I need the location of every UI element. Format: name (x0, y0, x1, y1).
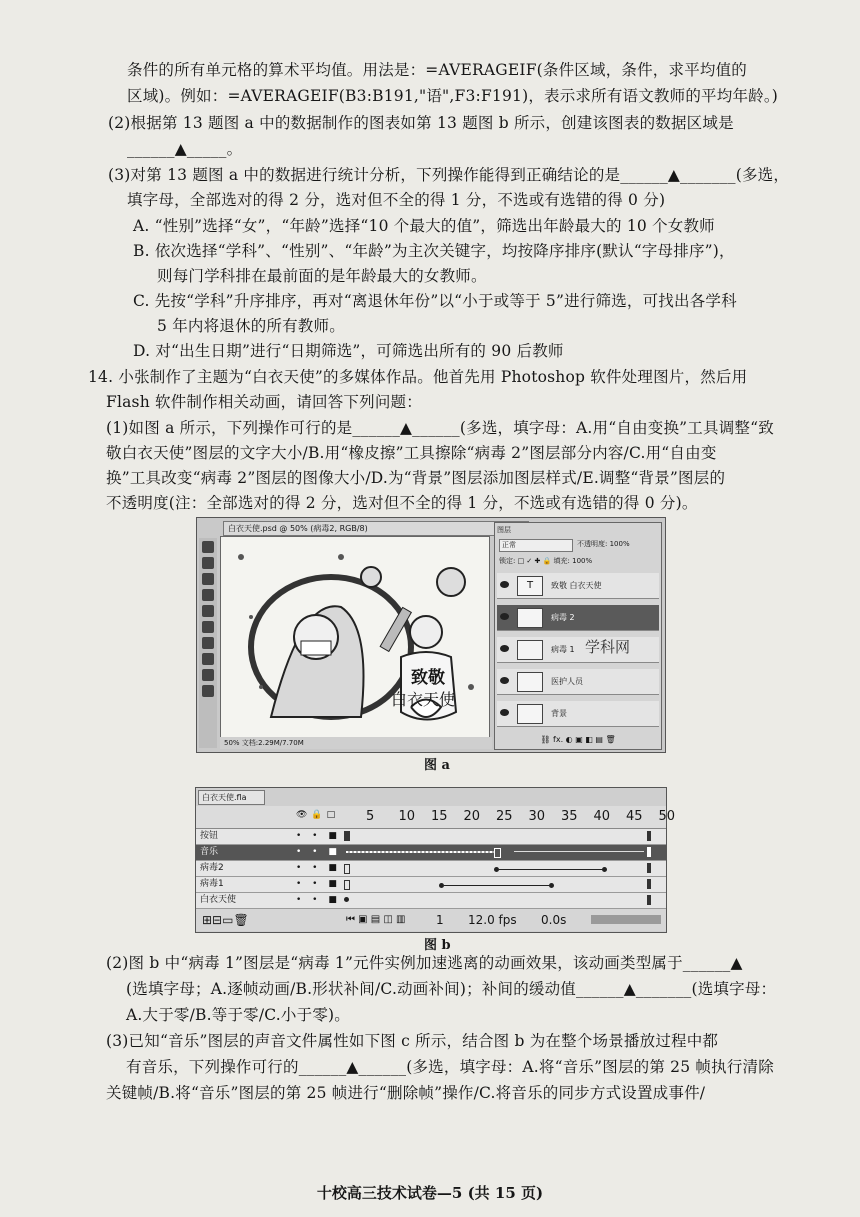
flash-timeline (195, 787, 676, 933)
layer-row[interactable] (497, 605, 659, 631)
onion-skin-icons[interactable]: ⏮ ▣ ▤ ◫ ▥ (346, 914, 406, 925)
timeline-layer-name: 病毒1 (200, 879, 224, 889)
text-line: Flash 软件制作相关动画，请回答下列问题： (106, 393, 422, 411)
layer-thumbnail: T (517, 576, 543, 596)
layer-visibility-icons[interactable]: • • ■ (296, 847, 341, 857)
timeline-layer-row[interactable] (196, 893, 666, 909)
frame-ruler[interactable] (196, 806, 676, 829)
frame-track[interactable] (344, 877, 666, 892)
blend-mode-select[interactable]: 正常 (499, 539, 573, 552)
eye-icon[interactable] (500, 645, 509, 652)
text-line: (1)如图 a 所示，下列操作可行的是______▲______(多选，填字母：A.用“自由变换”工具调整“致 (106, 419, 774, 437)
text-line: (3)已知“音乐”图层的声音文件属性如下图 c 所示，结合图 b 为在整个场景播放过程中都 (106, 1032, 719, 1050)
layer-name: 病毒 2 (551, 613, 575, 622)
text-line: 换”工具改变“病毒 2”图层的图像大小/D.为“背景”图层添加图层样式/E.调整“背景”图层的 (106, 469, 726, 487)
text-line: (2)根据第 13 题图 a 中的数据制作的图表如第 13 题图 b 所示，创建该图表的数据区域是 (108, 114, 734, 132)
eye-icon[interactable] (500, 581, 509, 588)
canvas-text-baiyitianshi: 白衣天使 (391, 690, 456, 709)
eye-icon[interactable] (500, 709, 509, 716)
document-tab[interactable]: 白衣天使.psd @ 50% (病毒2, RGB/8) (223, 521, 529, 536)
layer-row[interactable] (497, 701, 659, 727)
timeline-layer-row[interactable] (196, 829, 666, 845)
frame-number: 5 (366, 809, 375, 824)
frame-number: 15 (431, 809, 448, 824)
text-line: 14. 小张制作了主题为“白衣天使”的多媒体作品。他首先用 Photoshop 软件处理图片，然后用 (88, 368, 748, 386)
frame-number: 40 (593, 809, 611, 824)
text-line: A. “性别”选择“女”，“年龄”选择“10 个最大的值”，筛选出年龄最大的 10 个女教师 (133, 217, 715, 235)
scrollbar[interactable] (591, 915, 661, 924)
text-line: (3)对第 13 题图 a 中的数据进行统计分析，下列操作能得到正确结论的是______▲_______(多选， (108, 166, 790, 184)
text-line: C. 先按“学科”升序排序，再对“离退休年份”以“小于或等于 5”进行筛选，可找出各学科 (133, 292, 737, 310)
timeline-layer-name: 白衣天使 (200, 895, 237, 905)
layer-visibility-icons[interactable]: • • ■ (296, 895, 341, 905)
eye-icon[interactable] (500, 677, 509, 684)
layer-visibility-icons[interactable]: • • ■ (296, 831, 341, 841)
timeline-layer-row[interactable] (196, 861, 666, 877)
fla-tab[interactable]: 白衣天使.fla (198, 790, 265, 805)
layer-row[interactable] (497, 669, 659, 695)
text-line: 区域)。例如：=AVERAGEIF(B3:B191,"语",F3:F191)，表示求所有语文教师的平均年龄。) (127, 87, 779, 105)
frame-number: 30 (528, 809, 546, 824)
brush-tool-icon[interactable] (202, 605, 214, 617)
timeline-layer-name: 音乐 (200, 847, 219, 857)
frame-rate: 12.0 fps (468, 913, 517, 927)
watermark: 学科网 (585, 638, 631, 656)
frame-number: 35 (561, 809, 578, 824)
frame-track[interactable] (344, 829, 666, 844)
frame-number: 50 (658, 809, 676, 824)
canvas-text-zhijing: 致敬 (411, 668, 445, 688)
layer-name: 致敬 白衣天使 (551, 581, 602, 590)
text-line: 有音乐，下列操作可行的______▲______(多选，填字母：A.将“音乐”图层的第 25 帧执行清除 (126, 1058, 774, 1076)
layer-thumbnail (517, 704, 543, 724)
layer-buttons-icon[interactable]: ⊞⊟▭🗑 (202, 913, 249, 927)
layer-thumbnail (517, 640, 543, 660)
frame-number: 20 (463, 809, 481, 824)
figure-b-caption: 图 b (424, 938, 451, 953)
frame-number: 25 (496, 809, 513, 824)
layers-panel (494, 522, 662, 750)
frame-number: 10 (398, 809, 416, 824)
header-icons: 👁🔒□ (296, 810, 340, 820)
elapsed-time: 0.0s (541, 913, 567, 927)
text-tool-icon[interactable] (202, 685, 214, 697)
timeline-footer (196, 909, 666, 931)
eraser-tool-icon[interactable] (202, 637, 214, 649)
lasso-tool-icon[interactable] (202, 573, 214, 585)
text-line: 填字母，全部选对的得 2 分，选对但不全的得 1 分，不选或有选错的得 0 分) (127, 191, 666, 209)
canvas[interactable] (220, 536, 490, 738)
layer-name: 医护人员 (551, 677, 583, 686)
frame-track[interactable] (344, 861, 666, 876)
timeline-layer-row[interactable] (196, 845, 666, 861)
text-line: (选填字母；A.逐帧动画/B.形状补间/C.动画补间)；补间的缓动值______▲_______(选填字母： (126, 980, 777, 998)
text-line: (2)图 b 中“病毒 1”图层是“病毒 1”元件实例加速逃离的动画效果，该动画类型属于______▲ (106, 954, 743, 972)
layer-thumbnail (517, 672, 543, 692)
layer-name: 病毒 1 (551, 645, 575, 654)
current-frame: 1 (436, 913, 444, 927)
text-line: D. 对“出生日期”进行“日期筛选”，可筛选出所有的 90 后教师 (133, 342, 564, 360)
text-line: B. 依次选择“学科”、“性别”、“年龄”为主次关键字，均按降序排序(默认“字母排序”)， (133, 242, 735, 260)
layers-tab[interactable]: 图层 (497, 526, 511, 534)
text-line: 条件的所有单元格的算术平均值。用法是：=AVERAGEIF(条件区域，条件，求平均值的 (127, 61, 748, 79)
frame-track[interactable] (344, 845, 666, 860)
panel-footer-icons[interactable]: ⛓ fx. ◐ ▣ ◧ ▤ 🗑 (540, 735, 616, 744)
text-line: 5 年内将退休的所有教师。 (157, 317, 345, 335)
toolbox (199, 538, 217, 748)
lock-row[interactable]: 锁定: □ ✓ ✚ 🔒 填充: 100% (499, 557, 593, 565)
eye-icon[interactable] (500, 613, 509, 620)
marquee-tool-icon[interactable] (202, 557, 214, 569)
layer-visibility-icons[interactable]: • • ■ (296, 879, 341, 889)
stamp-tool-icon[interactable] (202, 621, 214, 633)
gradient-tool-icon[interactable] (202, 653, 214, 665)
page-footer: 十校高三技术试卷—5 (共 15 页) (316, 1184, 544, 1202)
text-line: ______▲_____。 (127, 140, 243, 158)
frame-number: 45 (626, 809, 643, 824)
crop-tool-icon[interactable] (202, 589, 214, 601)
frame-track[interactable] (344, 893, 666, 908)
layer-row[interactable] (497, 637, 659, 663)
move-tool-icon[interactable] (202, 541, 214, 553)
status-bar: 50% 文档:2.29M/7.70M (220, 737, 492, 749)
text-line: 则每门学科排在最前面的是年龄最大的女教师。 (157, 267, 487, 285)
text-line: 关键帧/B.将“音乐”图层的第 25 帧进行“删除帧”操作/C.将音乐的同步方式设置成事件/ (106, 1084, 706, 1102)
text-line: A.大于零/B.等于零/C.小于零)。 (126, 1006, 350, 1024)
opacity-field[interactable]: 不透明度: 100% (577, 540, 630, 548)
timeline-layer-name: 按钮 (200, 831, 219, 841)
timeline-layer-row[interactable] (196, 877, 666, 893)
layer-name: 背景 (551, 709, 567, 718)
photoshop-window (196, 517, 666, 753)
text-line: 敬白衣天使”图层的文字大小/B.用“橡皮擦”工具擦除“病毒 2”图层部分内容/C.用“自由变 (106, 444, 717, 462)
layer-thumbnail (517, 608, 543, 628)
layer-visibility-icons[interactable]: • • ■ (296, 863, 341, 873)
timeline-layer-name: 病毒2 (200, 863, 224, 873)
figure-a-caption: 图 a (424, 758, 450, 773)
text-line: 不透明度(注：全部选对的得 2 分，选对但不全的得 1 分，不选或有选错的得 0 分)。 (106, 494, 698, 512)
pen-tool-icon[interactable] (202, 669, 214, 681)
layer-row[interactable] (497, 573, 659, 599)
